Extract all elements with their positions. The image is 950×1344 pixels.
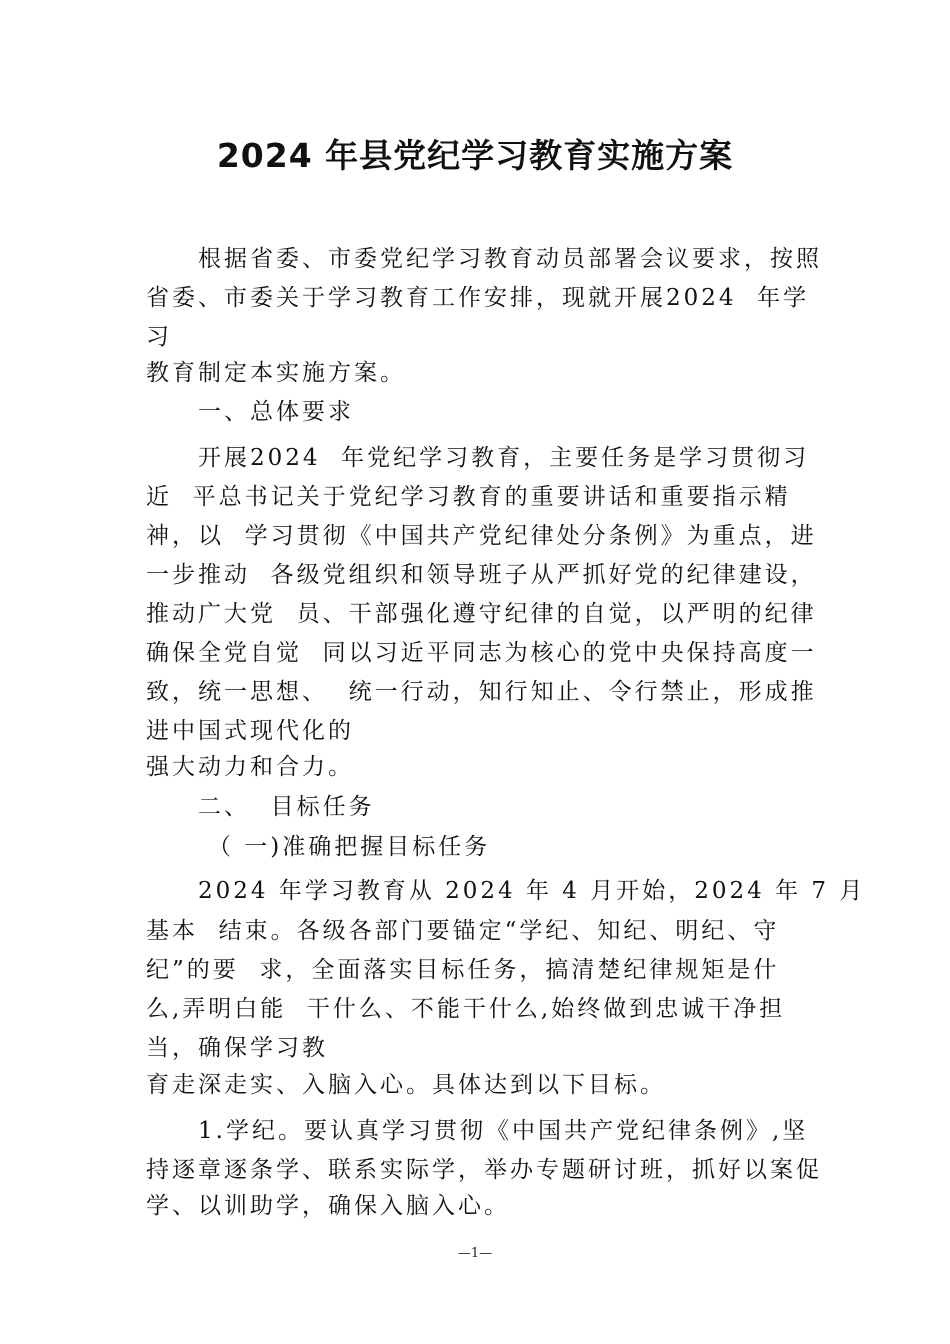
body-line: 教育制定本实施方案。 xyxy=(146,360,406,386)
body-line: 么,弄明白能 干什么、不能干什么,始终做到忠诚干净担 xyxy=(146,996,786,1022)
body-line: 省委、市委关于学习教育工作安排，现就开展2024 年学 xyxy=(146,285,810,311)
body-line: 当，确保学习教 xyxy=(146,1035,328,1061)
subsection-heading: （ 一)准确把握目标任务 xyxy=(208,834,491,860)
body-line: 确保全党自觉 同以习近平同志为核心的党中央保持高度一 xyxy=(146,640,817,666)
body-line: 2024 年学习教育从 2024 年 4 月开始，2024 年 7 月 xyxy=(198,878,866,904)
body-line: 持逐章逐条学、联系实际学，举办专题研讨班，抓好以案促 xyxy=(146,1157,822,1183)
body-line: 推动广大党 员、干部强化遵守纪律的自觉，以严明的纪律 xyxy=(146,601,817,627)
page-number: —1— xyxy=(457,1246,493,1261)
document-title: 2024 年县党纪学习教育实施方案 xyxy=(216,136,734,175)
body-line: 强大动力和合力。 xyxy=(146,754,354,780)
body-line: 神，以 学习贯彻《中国共产党纪律处分条例》为重点，进 xyxy=(146,523,817,549)
body-line: 基本 结束。各级各部门要锚定“学纪、知纪、明纪、守 xyxy=(146,918,780,944)
section-heading: 二、 目标任务 xyxy=(198,794,375,820)
body-line: 近 平总书记关于党纪学习教育的重要讲话和重要指示精 xyxy=(146,484,791,510)
body-line: 习 xyxy=(146,324,172,350)
body-line: 育走深走实、入脑入心。具体达到以下目标。 xyxy=(146,1072,666,1098)
body-line: 根据省委、市委党纪学习教育动员部署会议要求，按照 xyxy=(198,246,822,272)
body-line: 学、以训助学，确保入脑入心。 xyxy=(146,1193,510,1219)
body-line: 进中国式现代化的 xyxy=(146,718,354,744)
body-line: 纪”的要 求，全面落实目标任务，搞清楚纪律规矩是什 xyxy=(146,957,780,983)
body-line: 致，统一思想、 统一行动，知行知止、令行禁止，形成推 xyxy=(146,679,817,705)
body-line: 一步推动 各级党组织和领导班子从严抓好党的纪律建设， xyxy=(146,562,817,588)
body-line: 1.学纪。要认真学习贯彻《中国共产党纪律条例》,坚 xyxy=(198,1118,809,1144)
body-line: 开展2024 年党纪学习教育，主要任务是学习贯彻习 xyxy=(198,445,810,471)
section-heading: 一、总体要求 xyxy=(198,399,354,425)
